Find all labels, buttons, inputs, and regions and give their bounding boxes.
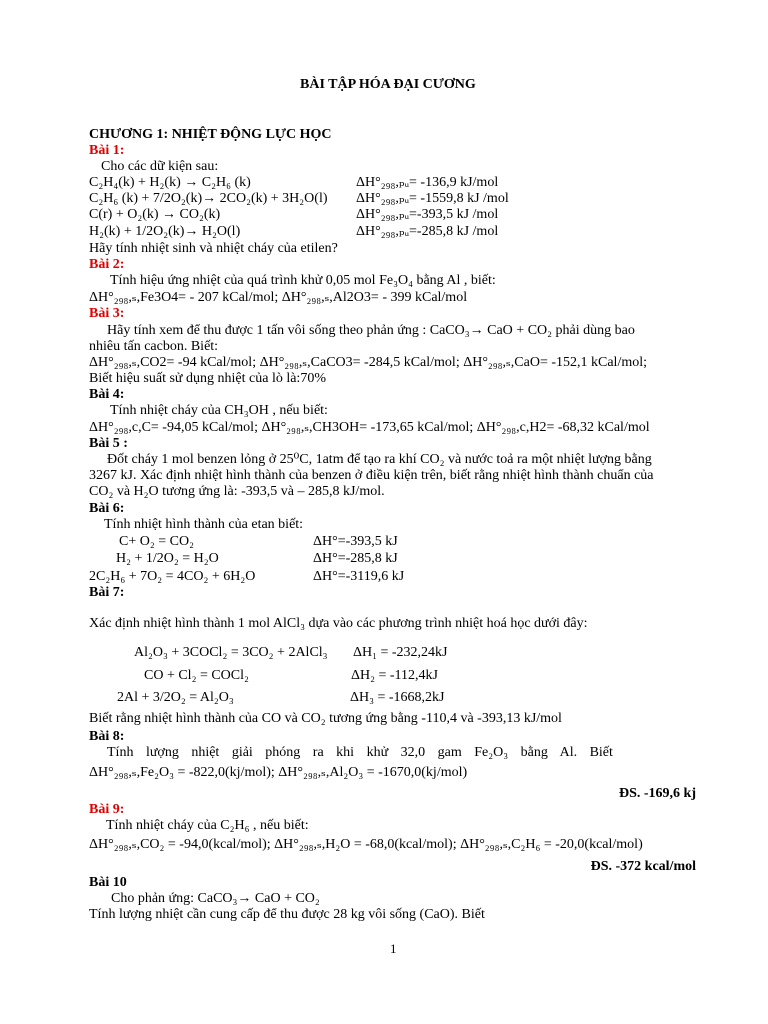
exercise-4-line-2: ΔH°₂₉₈,c,C= -94,05 kCal/mol; ΔH°₂₉₈,ₛ,CH3OH= -173,65 kCal/mol; ΔH°₂₉₈,c,H2= -68,32 kCal/mol (89, 420, 650, 435)
exercise-1-enthalpy-2: ΔH°₂₉₈,ₚᵤ= -1559,8 kJ /mol (356, 191, 509, 206)
exercise-1-question: Hãy tính nhiệt sinh và nhiệt cháy của etilen? (89, 241, 338, 256)
exercise-9-answer: ĐS. -372 kcal/mol (590, 859, 696, 874)
exercise-6-enthalpy-3: ΔH°=-3119,6 kJ (313, 569, 405, 584)
exercise-5-line-1: Đốt cháy 1 mol benzen lỏng ở 25⁰C, 1atm để tạo ra khí CO₂ và nước toả ra một nhiệt lượng bằng (107, 452, 652, 467)
exercise-7-reaction-2: CO + Cl₂ = COCl₂ (144, 668, 249, 683)
exercise-3-label: Bài 3: (89, 306, 125, 321)
exercise-7-enthalpy-1: ΔH₁ = -232,24kJ (353, 645, 448, 660)
exercise-2-label: Bài 2: (89, 257, 125, 272)
exercise-6-reaction-1: C+ O₂ = CO₂ (119, 534, 194, 549)
exercise-1-enthalpy-3: ΔH°₂₉₈,ₚᵤ=-393,5 kJ /mol (356, 207, 499, 222)
exercise-4-line-1: Tính nhiệt cháy của CH₃OH , nếu biết: (110, 403, 328, 418)
exercise-10-label: Bài 10 (89, 875, 127, 890)
exercise-1-reaction-4: H₂(k) + 1/2O₂(k)→ H₂O(l) (89, 224, 241, 239)
exercise-1-label: Bài 1: (89, 143, 125, 158)
exercise-10-line-1: Cho phản ứng: CaCO₃→ CaO + CO₂ (111, 891, 320, 906)
exercise-7-intro: Xác định nhiệt hình thành 1 mol AlCl₃ dựa vào các phương trình nhiệt hoá học dưới đây: (89, 616, 588, 631)
exercise-2-line-2: ΔH°₂₉₈,ₛ,Fe3O4= - 207 kCal/mol; ΔH°₂₉₈,ₛ,Al2O3= - 399 kCal/mol (89, 290, 468, 305)
exercise-5-line-2: 3267 kJ. Xác định nhiệt hình thành của benzen ở điều kiện trên, biết rằng nhiệt hình thành chuẩn của (89, 468, 654, 483)
exercise-8-answer: ĐS. -169,6 kj (618, 786, 696, 801)
exercise-6-label: Bài 6: (89, 501, 125, 516)
exercise-6-reaction-2: H₂ + 1/2O₂ = H₂O (116, 551, 219, 566)
exercise-1-intro: Cho các dữ kiện sau: (101, 159, 219, 174)
exercise-3-line-4: Biết hiệu suất sử dụng nhiệt của lò là:70% (89, 371, 326, 386)
exercise-8-label: Bài 8: (89, 729, 125, 744)
exercise-6-reaction-3: 2C₂H₆ + 7O₂ = 4CO₂ + 6H₂O (89, 569, 256, 584)
exercise-9-line-1: Tính nhiệt cháy của C₂H₆ , nếu biết: (106, 818, 309, 833)
exercise-10-line-2: Tính lượng nhiệt cần cung cấp để thu được 28 kg vôi sống (CaO). Biết (89, 907, 485, 922)
page-number: 1 (390, 941, 397, 956)
exercise-7-reaction-3: 2Al + 3/2O₂ = Al₂O₃ (117, 690, 234, 705)
exercise-3-line-3: ΔH°₂₉₈,ₛ,CO2= -94 kCal/mol; ΔH°₂₉₈,ₛ,CaCO3= -284,5 kCal/mol; ΔH°₂₉₈,ₛ,CaO= -152,1 kCal/mol; (89, 355, 647, 370)
exercise-7-note: Biết rằng nhiệt hình thành của CO và CO₂ tương ứng bằng -110,4 và -393,13 kJ/mol (89, 711, 562, 726)
exercise-5-label: Bài 5 : (89, 436, 128, 451)
exercise-8-line-1: Tính lượng nhiệt giải phóng ra khi khử 32,0 gam Fe₂O₃ bằng Al. Biết (107, 745, 613, 760)
exercise-6-enthalpy-1: ΔH°=-393,5 kJ (313, 534, 398, 549)
exercise-8-line-2: ΔH°₂₉₈,ₛ,Fe₂O₃ = -822,0(kj/mol); ΔH°₂₉₈,ₛ,Al₂O₃ = -1670,0(kj/mol) (89, 765, 468, 780)
exercise-9-line-2: ΔH°₂₉₈,ₛ,CO₂ = -94,0(kcal/mol); ΔH°₂₉₈,ₛ,H₂O = -68,0(kcal/mol); ΔH°₂₉₈,ₛ,C₂H₆ = -20,0(kcal/mol) (89, 837, 643, 852)
page-title: BÀI TẬP HÓA ĐẠI CƯƠNG (300, 77, 476, 92)
exercise-3-line-1: Hãy tính xem để thu được 1 tấn vôi sống theo phản ứng : CaCO₃→ CaO + CO₂ phải dùng bao (107, 323, 635, 338)
exercise-7-enthalpy-2: ΔH₂ = -112,4kJ (351, 668, 438, 683)
exercise-9-label: Bài 9: (89, 802, 125, 817)
chapter-heading: CHƯƠNG 1: NHIỆT ĐỘNG LỰC HỌC (89, 127, 332, 142)
exercise-1-reaction-2: C₂H₆ (k) + 7/2O₂(k)→ 2CO₂(k) + 3H₂O(l) (89, 191, 328, 206)
exercise-7-reaction-1: Al₂O₃ + 3COCl₂ = 3CO₂ + 2AlCl₃ (134, 645, 328, 660)
exercise-2-line-1: Tính hiệu ứng nhiệt của quá trình khử 0,05 mol Fe₃O₄ bằng Al , biết: (110, 273, 496, 288)
exercise-1-reaction-3: C(r) + O₂(k) → CO₂(k) (89, 207, 221, 222)
exercise-5-line-3: CO₂ và H₂O tương ứng là: -393,5 và – 285,8 kJ/mol. (89, 484, 385, 499)
exercise-7-label: Bài 7: (89, 585, 125, 600)
exercise-1-reaction-1: C₂H₄(k) + H₂(k) → C₂H₆ (k) (89, 175, 251, 190)
exercise-6-enthalpy-2: ΔH°=-285,8 kJ (313, 551, 398, 566)
exercise-4-label: Bài 4: (89, 387, 125, 402)
exercise-1-enthalpy-1: ΔH°₂₉₈,ₚᵤ= -136,9 kJ/mol (356, 175, 499, 190)
exercise-1-enthalpy-4: ΔH°₂₉₈,ₚᵤ=-285,8 kJ /mol (356, 224, 499, 239)
exercise-6-intro: Tính nhiệt hình thành của etan biết: (104, 517, 304, 532)
exercise-3-line-2: nhiêu tấn cacbon. Biết: (89, 339, 219, 354)
exercise-7-enthalpy-3: ΔH₃ = -1668,2kJ (350, 690, 445, 705)
